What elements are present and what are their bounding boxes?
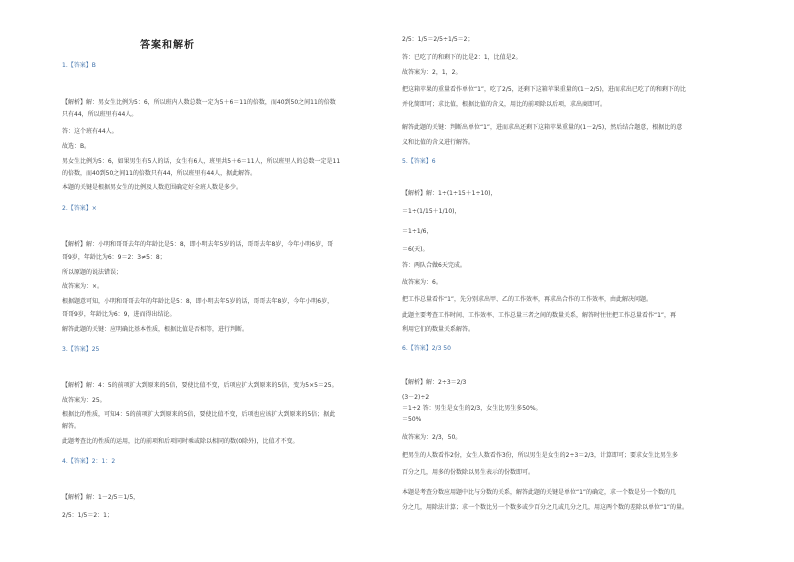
analysis-line: ＝1÷1/6，	[402, 228, 433, 235]
analysis-line: 故答案为：2/3，50。	[402, 434, 462, 441]
analysis-line: 把这箱苹果的重量看作单位“1”，吃了2/5，还剩下这箱苹果重量的(1－2/5)，进而求出已吃了的和剩下的比	[402, 86, 686, 93]
analysis-line: 把工作总量看作“1”，先分别求出甲、乙的工作效率，再求出合作的工作效率，由此解决问题。	[402, 296, 653, 303]
analysis-line: 男女生比例为5：6，如果男生有5人的话，女生有6人，班里共5＋6＝11人，所以班里人的总数一定是11	[62, 158, 341, 165]
analysis-line: 【解析】解：男女生比例为5：6，所以班内人数总数一定为5＋6＝11的倍数，而40到50之间11的倍数	[62, 99, 336, 106]
analysis-line: 本题是考查分数应用题中比与分数的关系，解答此题的关键是单位“1”的确定，求一个数是另一个数的几	[402, 489, 677, 496]
analysis-line: 解答。	[62, 423, 81, 430]
analysis-line: 故答案为：2，1，2。	[402, 69, 462, 76]
analysis-line: 只有44，所以班里有44人。	[62, 111, 138, 118]
analysis-line: 2/5：1/5＝2：1；	[62, 512, 113, 519]
analysis-line: 的倍数，而40到50之间11的倍数只有44，所以班里有44人，据此解答。	[62, 170, 257, 177]
page-title: 答案和解析	[140, 40, 195, 51]
analysis-line: 并化简即可；求比值，根据比值的含义，用比的前项除以后项，求出商即可。	[402, 101, 607, 108]
answer-2: 2.【答案】×	[62, 205, 97, 212]
analysis-line: 根据比的性质，可知4：5的前项扩大到原来的5倍，要使比值不变，后项也应该扩大到原来的5倍；据此	[62, 411, 336, 418]
analysis-line: 根据题意可知，小明和哥哥去年的年龄比是5：8，即小明去年5岁的话，哥哥去年8岁，今年小明6岁，	[62, 298, 334, 305]
analysis-line: 此题考查比的性质的运用，比的前项和后项同时乘或除以相同的数(0除外)，比值才不变。	[62, 438, 299, 445]
analysis-line: ＝50%	[402, 416, 422, 423]
answer-3: 3.【答案】25	[62, 346, 100, 353]
analysis-line: 2/5：1/5＝2/5÷1/5＝2；	[402, 36, 474, 43]
analysis-line: 义和比值的含义进行解答。	[402, 139, 475, 146]
analysis-line: 此题主要考查工作时间、工作效率、工作总量三者之间的数量关系，解答时往往把工作总量看作“1”，再	[402, 312, 677, 319]
analysis-line: 故选：B。	[62, 143, 91, 150]
analysis-line: 【解析】解：1÷(1÷15＋1÷10)，	[402, 190, 497, 197]
analysis-line: 百分之几，用多的份数除以男生表示的份数即可。	[402, 469, 535, 476]
answer-1: 1.【答案】B	[62, 62, 96, 69]
analysis-line: 本题的关键是根据男女生的比例及人数范围确定好全班人数是多少。	[62, 184, 243, 191]
left-column	[62, 0, 412, 562]
analysis-line: 把男生的人数看作2份，女生人数看作3份，所以男生是女生的2÷3＝2/3，计算即可；要求女生比男生多	[402, 452, 678, 459]
analysis-line: (3－2)÷2	[402, 394, 430, 401]
analysis-line: ＝6(天)。	[402, 246, 429, 253]
analysis-line: 解答此题的关键：判断出单位“1”，进而求出还剩下这箱苹果重量的(1－2/5)，然后结合题意，根据比的意	[402, 124, 683, 131]
analysis-line: 故答案为：×。	[62, 283, 104, 290]
analysis-line: 答：两队合做6天完成。	[402, 262, 466, 269]
analysis-line: ＝1÷(1/15＋1/10)，	[402, 208, 461, 215]
analysis-line: 分之几，用除法计算；求一个数比另一个数多或少百分之几或几分之几，用这两个数的差除以单位“1”的量。	[402, 504, 689, 511]
analysis-line: ＝1÷2 答：男生是女生的2/3，女生比男生多50%。	[402, 405, 542, 412]
analysis-line: 故答案为：25。	[62, 397, 106, 404]
analysis-line: 【解析】解：1－2/5＝1/5，	[62, 494, 140, 501]
analysis-line: 【解析】解：小明和哥哥去年的年龄比是5：8，即小明去年5岁的话，哥哥去年8岁，今年小明6岁，哥	[62, 241, 334, 248]
analysis-line: 解答此题的关键：应明确比基本性质，根据比值是否相等，进行判断。	[62, 326, 249, 333]
analysis-line: 哥哥9岁，年龄比为6：9，进而得出结论。	[62, 311, 176, 318]
analysis-line: 【解析】解：4：5的前项扩大到原来的5倍，要使比值不变，后项应扩大到原来的5倍，变为5×5＝25。	[62, 382, 338, 389]
analysis-line: 所以原题的说法错误；	[62, 269, 123, 276]
answer-6: 6.【答案】2/3 50	[402, 345, 451, 352]
analysis-line: 答：这个班有44人。	[62, 128, 118, 135]
answer-4: 4.【答案】2：1：2	[62, 458, 116, 465]
analysis-line: 答：已吃了的和剩下的比是2：1，比值是2。	[402, 54, 522, 61]
analysis-line: 哥9岁，年龄比为6：9＝2：3≠5：8；	[62, 254, 166, 261]
right-column	[402, 0, 752, 562]
analysis-line: 【解析】解：2÷3＝2/3	[402, 379, 467, 386]
answer-5: 5.【答案】6	[402, 158, 436, 165]
analysis-line: 利用它们的数量关系解答。	[402, 326, 475, 333]
analysis-line: 故答案为：6。	[402, 279, 442, 286]
